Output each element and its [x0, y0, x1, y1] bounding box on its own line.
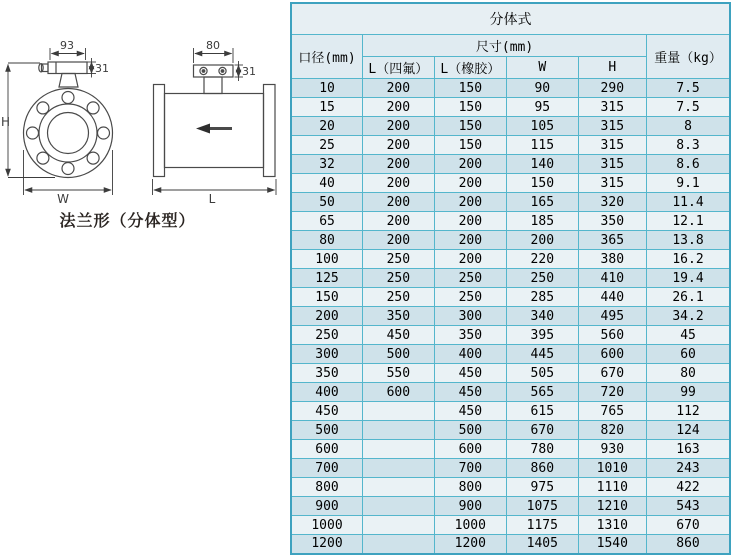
flowmeter-drawing [0, 0, 290, 240]
cell-l-ptfe [363, 497, 435, 516]
cell-l-rubber: 200 [434, 193, 506, 212]
cell-w: 395 [507, 326, 579, 345]
table-row [291, 155, 730, 174]
cell-weight: 45 [647, 326, 730, 345]
cell-l-rubber: 450 [434, 383, 506, 402]
cell-l-ptfe: 200 [363, 193, 435, 212]
cell-h: 1310 [578, 516, 646, 535]
cell-l-rubber: 450 [434, 402, 506, 421]
cell-w: 185 [507, 212, 579, 231]
cell-l-rubber: 500 [434, 421, 506, 440]
cell-diameter: 900 [291, 497, 363, 516]
cell-weight: 13.8 [647, 231, 730, 250]
cell-diameter: 25 [291, 136, 363, 155]
table-title: 分体式 [291, 3, 730, 35]
table-row [291, 231, 730, 250]
cell-h: 1010 [578, 459, 646, 478]
cell-weight: 543 [647, 497, 730, 516]
cell-weight: 8.6 [647, 155, 730, 174]
front-view [24, 62, 113, 178]
table-row [291, 516, 730, 535]
cell-l-ptfe: 600 [363, 383, 435, 402]
cell-h: 410 [578, 269, 646, 288]
cell-diameter: 150 [291, 288, 363, 307]
table-row [291, 307, 730, 326]
cell-weight: 34.2 [647, 307, 730, 326]
cell-h: 600 [578, 345, 646, 364]
cell-diameter: 125 [291, 269, 363, 288]
cell-w: 150 [507, 174, 579, 193]
cell-l-ptfe: 500 [363, 345, 435, 364]
cell-h: 315 [578, 155, 646, 174]
cell-h: 720 [578, 383, 646, 402]
cell-diameter: 600 [291, 440, 363, 459]
cell-l-ptfe: 250 [363, 288, 435, 307]
cell-diameter: 1200 [291, 535, 363, 554]
cell-weight: 243 [647, 459, 730, 478]
cell-l-ptfe: 200 [363, 231, 435, 250]
cell-h: 315 [578, 98, 646, 117]
spec-table-panel [290, 2, 731, 553]
cell-diameter: 32 [291, 155, 363, 174]
cell-w: 975 [507, 478, 579, 497]
drawing-caption: 法兰形（分体型） [59, 213, 196, 230]
table-row [291, 212, 730, 231]
cell-w: 505 [507, 364, 579, 383]
table-row [291, 440, 730, 459]
cell-l-ptfe: 200 [363, 136, 435, 155]
col-header-size-group: 尺寸(mm) [363, 35, 647, 57]
cell-l-rubber: 700 [434, 459, 506, 478]
cell-l-ptfe [363, 459, 435, 478]
cell-diameter: 500 [291, 421, 363, 440]
col-header-l-rubber: L（橡胶） [434, 57, 506, 79]
cell-h: 930 [578, 440, 646, 459]
cell-l-ptfe: 200 [363, 212, 435, 231]
cell-h: 440 [578, 288, 646, 307]
cell-diameter: 20 [291, 117, 363, 136]
cell-l-rubber: 200 [434, 174, 506, 193]
cell-weight: 124 [647, 421, 730, 440]
table-row [291, 402, 730, 421]
cell-weight: 8 [647, 117, 730, 136]
cell-weight: 16.2 [647, 250, 730, 269]
cell-w: 565 [507, 383, 579, 402]
cell-diameter: 15 [291, 98, 363, 117]
cell-weight: 7.5 [647, 79, 730, 98]
cell-w: 165 [507, 193, 579, 212]
cell-weight: 422 [647, 478, 730, 497]
cell-l-ptfe: 450 [363, 326, 435, 345]
cell-weight: 112 [647, 402, 730, 421]
cell-w: 1175 [507, 516, 579, 535]
cell-l-rubber: 400 [434, 345, 506, 364]
cell-diameter: 100 [291, 250, 363, 269]
length-dim-label: L [208, 192, 216, 206]
cell-h: 1210 [578, 497, 646, 516]
front-box-height-label: 31 [95, 62, 109, 75]
cell-w: 105 [507, 117, 579, 136]
table-row [291, 535, 730, 554]
front-top-width-label: 93 [60, 39, 74, 52]
col-header-diameter: 口径(mm) [291, 35, 363, 79]
table-row [291, 117, 730, 136]
cell-l-rubber: 450 [434, 364, 506, 383]
cell-diameter: 1000 [291, 516, 363, 535]
cell-weight: 7.5 [647, 98, 730, 117]
cell-weight: 670 [647, 516, 730, 535]
cell-l-ptfe [363, 478, 435, 497]
cell-l-ptfe: 200 [363, 174, 435, 193]
side-top-width-label: 80 [206, 39, 220, 52]
cell-w: 95 [507, 98, 579, 117]
table-row [291, 136, 730, 155]
cell-diameter: 350 [291, 364, 363, 383]
cell-w: 220 [507, 250, 579, 269]
cell-l-rubber: 800 [434, 478, 506, 497]
cell-h: 350 [578, 212, 646, 231]
cell-l-rubber: 1000 [434, 516, 506, 535]
table-row [291, 79, 730, 98]
cell-l-rubber: 200 [434, 155, 506, 174]
cell-w: 250 [507, 269, 579, 288]
cell-l-ptfe: 200 [363, 117, 435, 136]
cell-weight: 11.4 [647, 193, 730, 212]
table-row [291, 193, 730, 212]
cell-w: 670 [507, 421, 579, 440]
table-row [291, 288, 730, 307]
cell-w: 1405 [507, 535, 579, 554]
cell-h: 1540 [578, 535, 646, 554]
cell-weight: 163 [647, 440, 730, 459]
cell-diameter: 80 [291, 231, 363, 250]
cell-weight: 99 [647, 383, 730, 402]
cell-diameter: 50 [291, 193, 363, 212]
table-row [291, 497, 730, 516]
cell-l-ptfe [363, 421, 435, 440]
cell-weight: 12.1 [647, 212, 730, 231]
col-header-weight: 重量（kg） [647, 35, 730, 79]
side-view [154, 65, 276, 177]
cell-h: 820 [578, 421, 646, 440]
cell-w: 200 [507, 231, 579, 250]
cell-l-ptfe [363, 535, 435, 554]
cell-l-ptfe: 350 [363, 307, 435, 326]
cell-h: 315 [578, 117, 646, 136]
cell-diameter: 250 [291, 326, 363, 345]
cell-h: 320 [578, 193, 646, 212]
cell-h: 380 [578, 250, 646, 269]
cell-h: 765 [578, 402, 646, 421]
cell-w: 780 [507, 440, 579, 459]
cell-w: 90 [507, 79, 579, 98]
table-body [291, 79, 730, 554]
cell-h: 495 [578, 307, 646, 326]
cell-l-rubber: 1200 [434, 535, 506, 554]
cell-l-rubber: 200 [434, 212, 506, 231]
cell-l-rubber: 250 [434, 288, 506, 307]
table-row [291, 383, 730, 402]
cell-l-ptfe: 200 [363, 79, 435, 98]
bolt-holes [27, 92, 110, 175]
table-row [291, 98, 730, 117]
cell-l-rubber: 200 [434, 231, 506, 250]
cell-l-rubber: 150 [434, 117, 506, 136]
cell-h: 315 [578, 136, 646, 155]
col-header-w: W [507, 57, 579, 79]
cell-h: 290 [578, 79, 646, 98]
table-row [291, 174, 730, 193]
table-row [291, 250, 730, 269]
cell-weight: 80 [647, 364, 730, 383]
cell-diameter: 450 [291, 402, 363, 421]
cell-w: 140 [507, 155, 579, 174]
cell-diameter: 700 [291, 459, 363, 478]
spec-table [290, 2, 731, 555]
width-dim-label: W [57, 192, 69, 206]
cell-l-ptfe [363, 516, 435, 535]
cell-l-ptfe: 200 [363, 155, 435, 174]
cell-w: 615 [507, 402, 579, 421]
cell-diameter: 300 [291, 345, 363, 364]
table-row [291, 478, 730, 497]
cell-h: 1110 [578, 478, 646, 497]
cell-weight: 19.4 [647, 269, 730, 288]
cell-diameter: 800 [291, 478, 363, 497]
cell-weight: 60 [647, 345, 730, 364]
side-box-height-label: 31 [242, 65, 256, 78]
table-row [291, 269, 730, 288]
cell-diameter: 400 [291, 383, 363, 402]
cell-weight: 26.1 [647, 288, 730, 307]
cell-w: 285 [507, 288, 579, 307]
col-header-h: H [578, 57, 646, 79]
cell-weight: 8.3 [647, 136, 730, 155]
cell-w: 115 [507, 136, 579, 155]
table-row [291, 364, 730, 383]
table-row [291, 421, 730, 440]
cell-h: 560 [578, 326, 646, 345]
cell-l-rubber: 350 [434, 326, 506, 345]
technical-drawing-panel [0, 0, 290, 554]
cell-l-ptfe [363, 402, 435, 421]
cell-l-ptfe: 550 [363, 364, 435, 383]
cell-l-ptfe [363, 440, 435, 459]
cell-weight: 860 [647, 535, 730, 554]
cell-w: 340 [507, 307, 579, 326]
table-row [291, 459, 730, 478]
cell-l-rubber: 900 [434, 497, 506, 516]
cell-diameter: 200 [291, 307, 363, 326]
cell-diameter: 40 [291, 174, 363, 193]
flow-arrow-icon [196, 124, 232, 134]
cell-w: 445 [507, 345, 579, 364]
height-dim-label: H [1, 115, 11, 129]
cell-h: 365 [578, 231, 646, 250]
cell-l-rubber: 200 [434, 250, 506, 269]
cell-l-rubber: 300 [434, 307, 506, 326]
cell-l-ptfe: 200 [363, 98, 435, 117]
col-header-l-ptfe: L（四氟） [363, 57, 435, 79]
cell-l-rubber: 150 [434, 136, 506, 155]
cell-diameter: 65 [291, 212, 363, 231]
cell-l-rubber: 150 [434, 79, 506, 98]
cell-l-rubber: 600 [434, 440, 506, 459]
cell-l-ptfe: 250 [363, 250, 435, 269]
cell-weight: 9.1 [647, 174, 730, 193]
cell-h: 315 [578, 174, 646, 193]
cell-l-rubber: 150 [434, 98, 506, 117]
cell-w: 1075 [507, 497, 579, 516]
cell-w: 860 [507, 459, 579, 478]
table-row [291, 345, 730, 364]
cell-l-rubber: 250 [434, 269, 506, 288]
cell-l-ptfe: 250 [363, 269, 435, 288]
cell-h: 670 [578, 364, 646, 383]
cell-diameter: 10 [291, 79, 363, 98]
table-row [291, 326, 730, 345]
